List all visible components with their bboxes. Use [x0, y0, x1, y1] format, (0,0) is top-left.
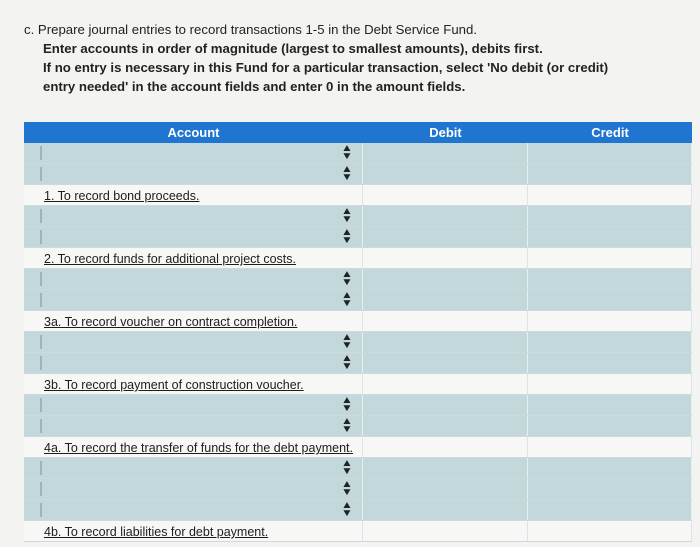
credit-input[interactable]	[528, 206, 692, 226]
input-cursor-icon	[40, 398, 42, 412]
up-down-spinner-icon[interactable]: ▲ ▼	[341, 395, 353, 414]
input-cursor-icon	[40, 356, 42, 370]
credit-input[interactable]	[528, 269, 692, 289]
table-row	[24, 416, 692, 437]
entry-label[interactable]	[24, 521, 363, 541]
up-down-spinner-icon[interactable]: ▲ ▼	[341, 206, 353, 225]
table-header	[24, 122, 692, 143]
debit-input[interactable]	[363, 269, 528, 289]
debit-cell	[363, 374, 528, 394]
account-select[interactable]	[24, 353, 363, 373]
entry-label-text[interactable]: 3a. To record voucher on contract completion.	[44, 315, 298, 329]
input-cursor-icon	[40, 167, 42, 181]
debit-cell	[363, 437, 528, 457]
debit-cell	[363, 521, 528, 541]
debit-input[interactable]	[363, 227, 528, 247]
table-row	[24, 290, 692, 311]
table-row	[24, 269, 692, 290]
entry-label[interactable]	[24, 437, 363, 457]
credit-cell	[528, 437, 692, 457]
input-cursor-icon	[40, 293, 42, 307]
debit-input[interactable]	[363, 479, 528, 499]
entry-label-text[interactable]: 4b. To record liabilities for debt payment.	[44, 525, 269, 539]
instructions	[24, 20, 684, 96]
account-select[interactable]	[24, 206, 363, 226]
debit-input[interactable]	[363, 332, 528, 352]
table-row	[24, 353, 692, 374]
entry-label-text[interactable]: 3b. To record payment of construction voucher.	[44, 378, 304, 392]
table-row	[24, 311, 692, 332]
credit-cell	[528, 374, 692, 394]
input-cursor-icon	[40, 503, 42, 517]
up-down-spinner-icon[interactable]: ▲ ▼	[341, 143, 353, 162]
credit-input[interactable]	[528, 479, 692, 499]
instructions-line-2: Enter accounts in order of magnitude (largest to smallest amounts), debits first.	[43, 41, 543, 56]
input-cursor-icon	[40, 419, 42, 433]
account-select[interactable]	[24, 458, 363, 478]
account-select[interactable]	[24, 269, 363, 289]
debit-cell	[363, 185, 528, 205]
account-select[interactable]	[24, 143, 363, 163]
credit-cell	[528, 311, 692, 331]
entry-label-text[interactable]: 2. To record funds for additional project costs.	[44, 252, 296, 266]
entry-label[interactable]	[24, 248, 363, 268]
credit-input[interactable]	[528, 416, 692, 436]
table-row	[24, 458, 692, 479]
debit-input[interactable]	[363, 395, 528, 415]
table-row	[24, 206, 692, 227]
credit-input[interactable]	[528, 227, 692, 247]
table-row	[24, 521, 692, 542]
header-debit: Debit	[429, 125, 462, 140]
debit-input[interactable]	[363, 164, 528, 184]
table-row	[24, 227, 692, 248]
table-row	[24, 143, 692, 164]
up-down-spinner-icon[interactable]: ▲ ▼	[341, 227, 353, 246]
up-down-spinner-icon[interactable]: ▲ ▼	[341, 353, 353, 372]
credit-input[interactable]	[528, 332, 692, 352]
input-cursor-icon	[40, 335, 42, 349]
header-account: Account	[167, 125, 220, 140]
table-row	[24, 500, 692, 521]
account-select[interactable]	[24, 395, 363, 415]
up-down-spinner-icon[interactable]: ▲ ▼	[341, 332, 353, 351]
journal-table	[24, 122, 692, 542]
up-down-spinner-icon[interactable]: ▲ ▼	[341, 458, 353, 477]
account-select[interactable]	[24, 479, 363, 499]
input-cursor-icon	[40, 461, 42, 475]
debit-input[interactable]	[363, 500, 528, 520]
credit-cell	[528, 521, 692, 541]
up-down-spinner-icon[interactable]: ▲ ▼	[341, 416, 353, 435]
entry-label[interactable]	[24, 374, 363, 394]
entry-label-text[interactable]: 1. To record bond proceeds.	[44, 189, 200, 203]
input-cursor-icon	[40, 272, 42, 286]
entry-label[interactable]	[24, 311, 363, 331]
account-select[interactable]	[24, 290, 363, 310]
debit-cell	[363, 248, 528, 268]
input-cursor-icon	[40, 209, 42, 223]
header-credit: Credit	[591, 125, 629, 140]
account-select[interactable]	[24, 332, 363, 352]
table-row	[24, 164, 692, 185]
account-select[interactable]	[24, 164, 363, 184]
credit-input[interactable]	[528, 143, 692, 163]
credit-input[interactable]	[528, 395, 692, 415]
table-row	[24, 437, 692, 458]
credit-input[interactable]	[528, 353, 692, 373]
instructions-line-4: entry needed' in the account fields and enter 0 in the amount fields.	[43, 79, 466, 94]
table-row	[24, 185, 692, 206]
account-select[interactable]	[24, 500, 363, 520]
input-cursor-icon	[40, 230, 42, 244]
input-cursor-icon	[40, 146, 42, 160]
credit-cell	[528, 248, 692, 268]
instructions-line-3: If no entry is necessary in this Fund for a particular transaction, select 'No debit (or credit)	[43, 60, 609, 75]
debit-input[interactable]	[363, 458, 528, 478]
credit-input[interactable]	[528, 164, 692, 184]
table-row	[24, 395, 692, 416]
credit-input[interactable]	[528, 500, 692, 520]
table-row	[24, 479, 692, 500]
debit-input[interactable]	[363, 143, 528, 163]
table-row	[24, 332, 692, 353]
entry-label[interactable]	[24, 185, 363, 205]
debit-input[interactable]	[363, 290, 528, 310]
account-select[interactable]	[24, 416, 363, 436]
input-cursor-icon	[40, 482, 42, 496]
debit-input[interactable]	[363, 353, 528, 373]
credit-input[interactable]	[528, 458, 692, 478]
account-select[interactable]	[24, 227, 363, 247]
credit-cell	[528, 185, 692, 205]
instructions-lead: c. Prepare journal entries to record transactions 1-5 in the Debt Service Fund.	[24, 22, 477, 37]
debit-cell	[363, 311, 528, 331]
table-row	[24, 248, 692, 269]
credit-input[interactable]	[528, 290, 692, 310]
entry-label-text[interactable]: 4a. To record the transfer of funds for the debt payment.	[44, 441, 353, 455]
up-down-spinner-icon[interactable]: ▲ ▼	[341, 479, 353, 498]
up-down-spinner-icon[interactable]: ▲ ▼	[341, 269, 353, 288]
up-down-spinner-icon[interactable]: ▲ ▼	[341, 164, 353, 183]
debit-input[interactable]	[363, 206, 528, 226]
up-down-spinner-icon[interactable]: ▲ ▼	[341, 500, 353, 519]
up-down-spinner-icon[interactable]: ▲ ▼	[341, 290, 353, 309]
table-row	[24, 374, 692, 395]
debit-input[interactable]	[363, 416, 528, 436]
